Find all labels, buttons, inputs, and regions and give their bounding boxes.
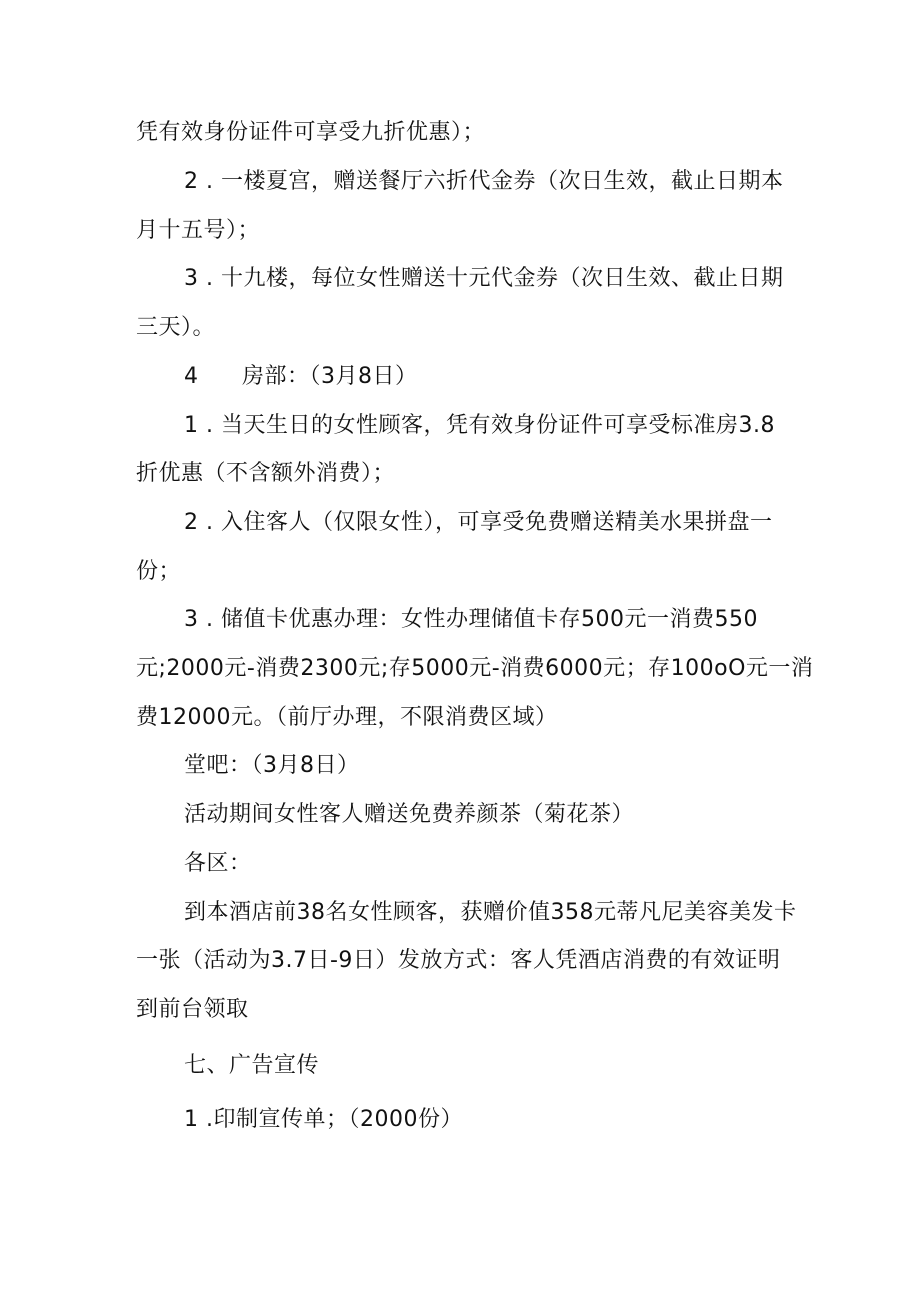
- section-number: 4: [184, 364, 199, 389]
- section-heading: 各区：: [184, 851, 252, 876]
- list-item: 2 . 一楼夏宫，赠送餐厅六折代金券（次日生效，截止日期本: [184, 169, 784, 194]
- text-line: 一张（活动为3.7日-9日）发放方式：客人凭酒店消费的有效证明: [136, 948, 781, 973]
- section-heading: 房部：（3月8日）: [242, 364, 418, 389]
- text-line: 费12000元。（前厅办理，不限消费区域）: [136, 705, 558, 730]
- text-line: 凭有效身份证件可享受九折优惠）；: [136, 120, 486, 145]
- text-line: 份；: [136, 559, 182, 584]
- text-line: 月十五号）；: [136, 218, 261, 243]
- list-item: 2 . 入住客人（仅限女性），可享受免费赠送精美水果拼盘一: [184, 510, 773, 535]
- list-item: 1 . 当天生日的女性顾客，凭有效身份证件可享受标准房3.8: [184, 413, 775, 438]
- section-heading: 堂吧：（3月8日）: [184, 753, 360, 778]
- text-line: 到前台领取: [136, 997, 249, 1022]
- list-item: 3 . 储值卡优惠办理：女性办理储值卡存500元一消费550: [184, 607, 758, 632]
- list-item: 3 . 十九楼，每位女性赠送十元代金券（次日生效、截止日期: [184, 266, 784, 291]
- section-heading: 七、广告宣传: [184, 1053, 320, 1078]
- text-line: 活动期间女性客人赠送免费养颜茶（菊花茶）: [184, 802, 635, 827]
- text-line: 三天）。: [136, 315, 216, 340]
- text-line: 元;2000元-消费2300元;存5000元-消费6000元；存100oO元一消: [136, 656, 814, 681]
- text-line: 折优惠（不含额外消费）；: [136, 461, 396, 486]
- text-line: 到本酒店前38名女性顾客，获赠价值358元蒂凡尼美容美发卡: [184, 900, 797, 925]
- list-item: 1 .印制宣传单；（2000份）: [184, 1107, 463, 1132]
